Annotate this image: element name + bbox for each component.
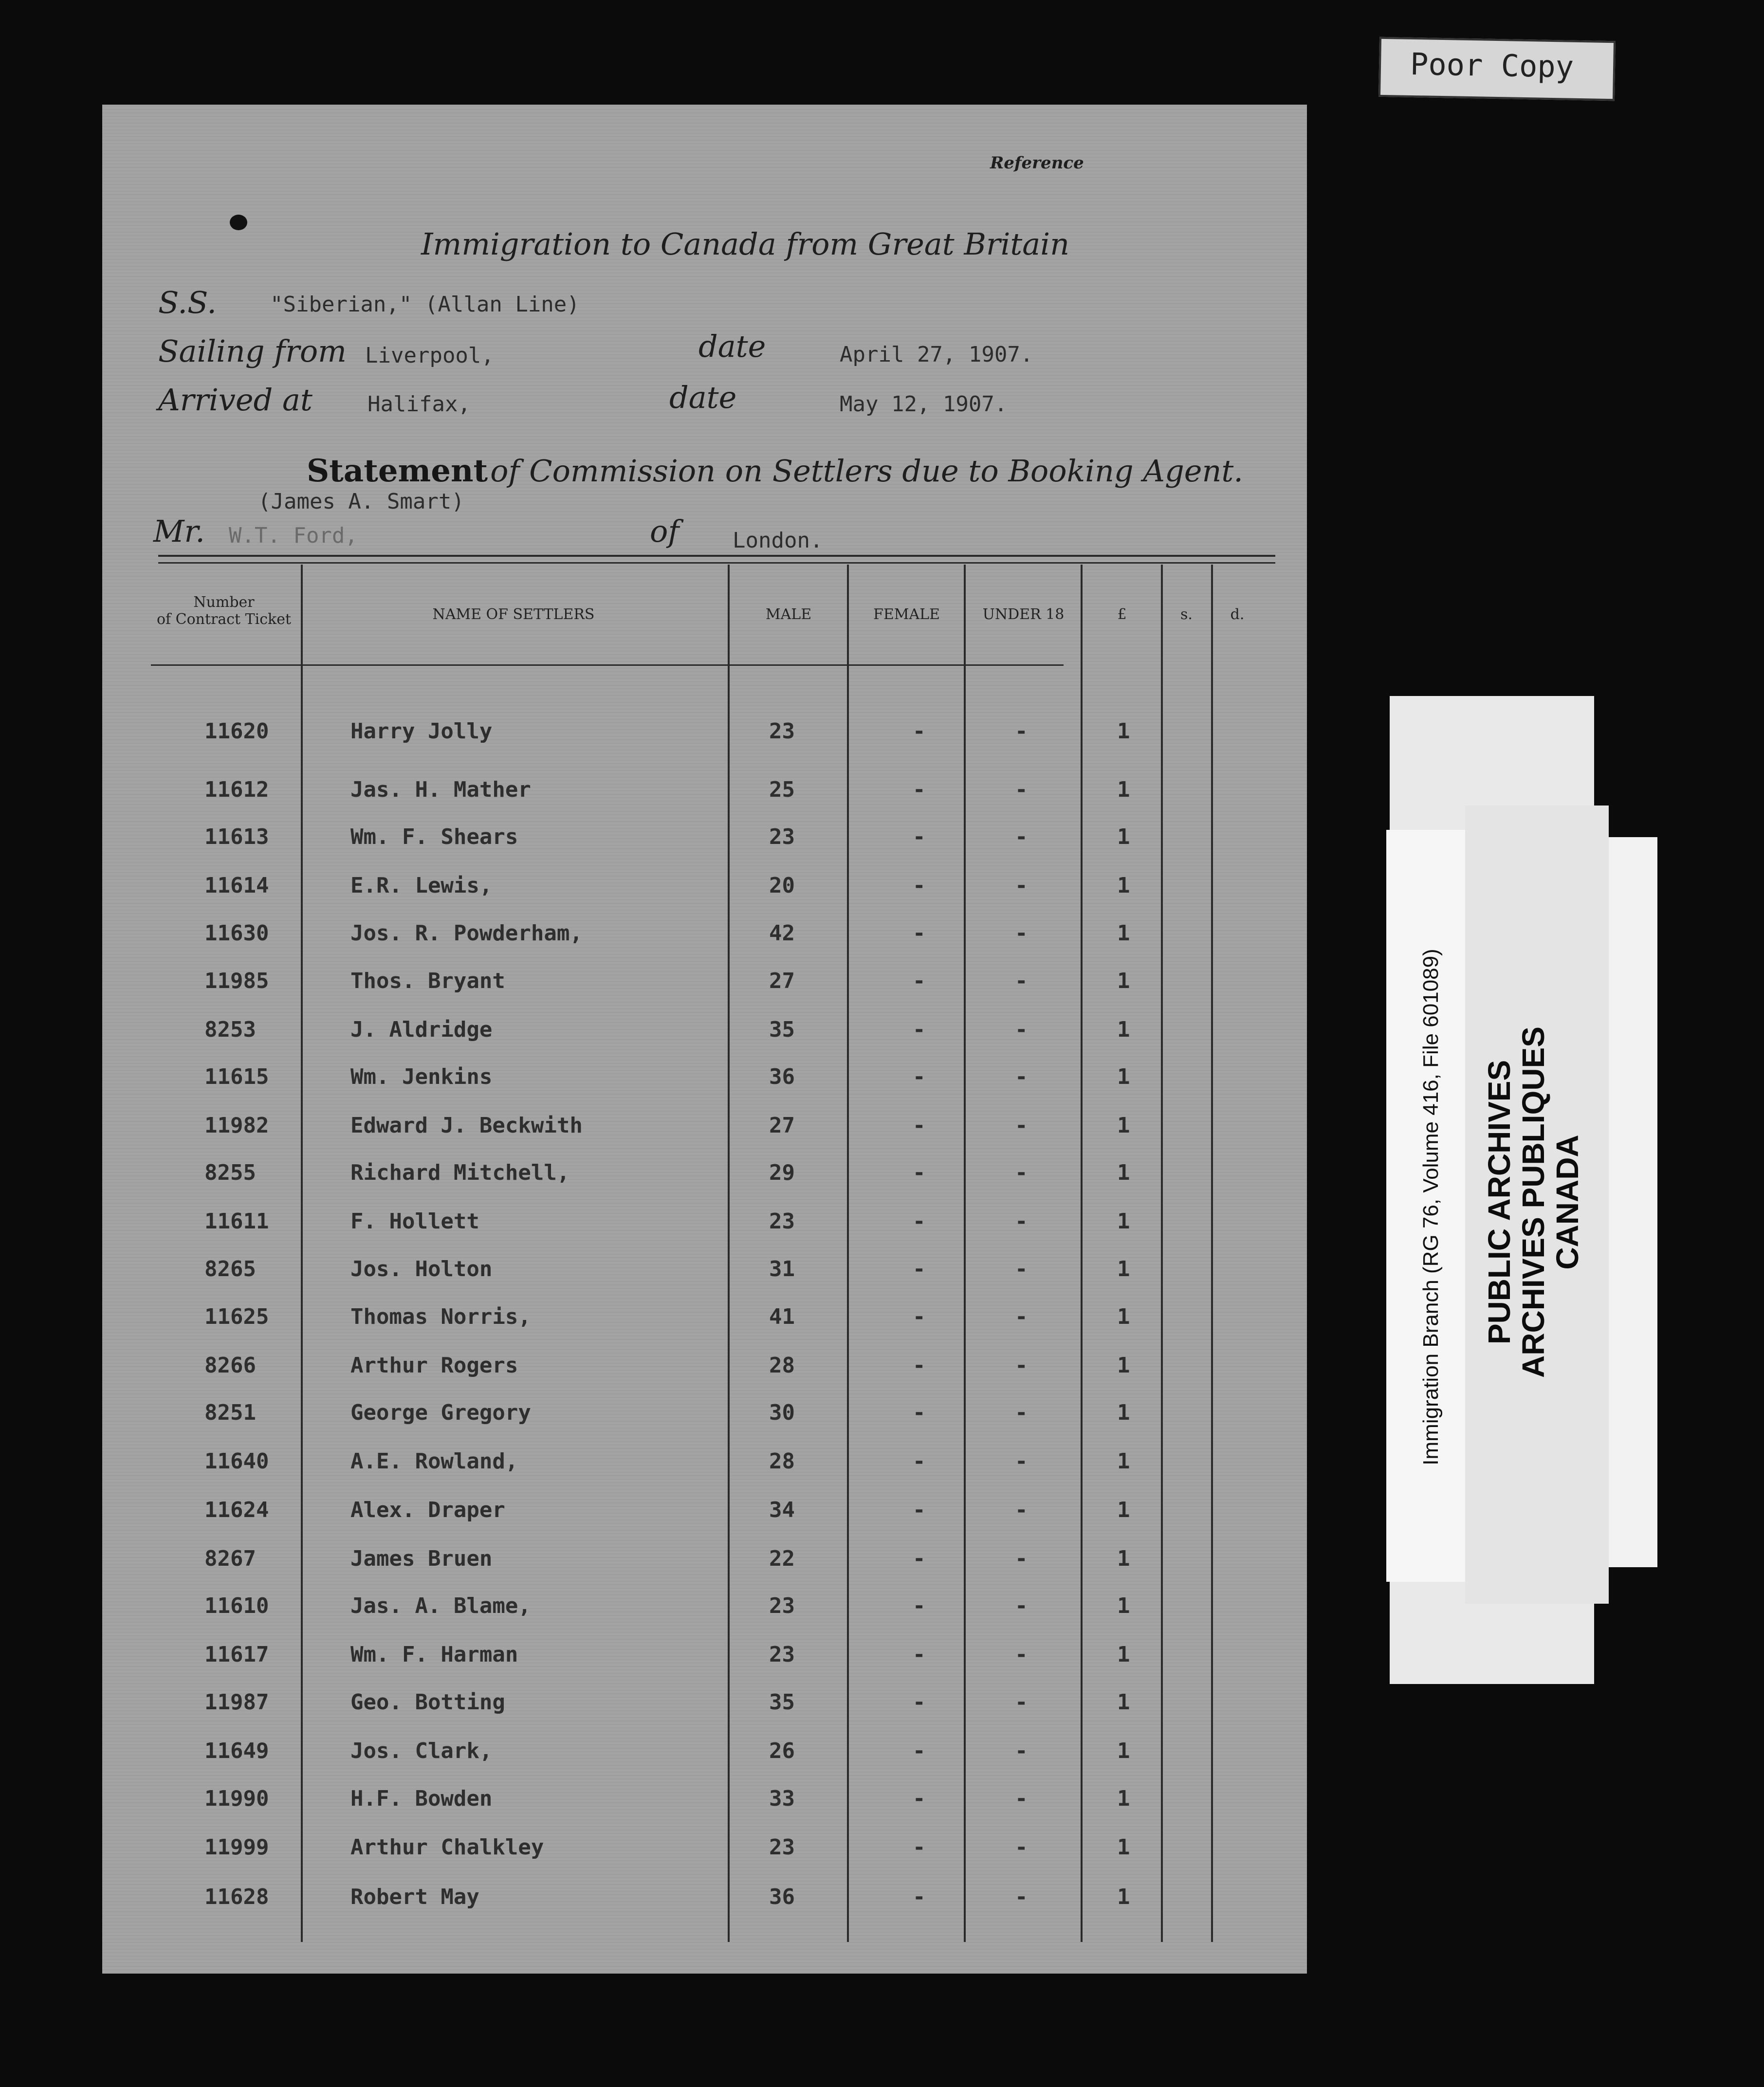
- ticket-number: 11614: [204, 873, 269, 898]
- pounds-value: 1: [1117, 1449, 1130, 1474]
- male-age: 30: [769, 1400, 795, 1425]
- pounds-value: 1: [1117, 1400, 1130, 1425]
- ticket-number: 11649: [204, 1739, 269, 1763]
- settler-name: Alex. Draper: [350, 1498, 505, 1522]
- under18-mark: -: [1015, 969, 1028, 993]
- male-age: 23: [769, 1835, 795, 1860]
- archive-stamp-line2: ARCHIVES PUBLIQUES: [1516, 1026, 1551, 1378]
- settler-name: Jos. Holton: [350, 1257, 493, 1281]
- female-mark: -: [913, 824, 926, 849]
- mr-label: Mr.: [153, 513, 205, 549]
- header-bottom-rule: [151, 664, 1064, 666]
- female-mark: -: [913, 1786, 926, 1811]
- ticket-number: 8265: [204, 1257, 256, 1281]
- settler-name: Edward J. Beckwith: [350, 1113, 583, 1138]
- ticket-number: 8266: [204, 1353, 256, 1378]
- under18-mark: -: [1015, 1017, 1028, 1042]
- col-rule-1: [301, 565, 303, 1942]
- archive-stamp-line1: PUBLIC ARCHIVES: [1482, 1060, 1517, 1345]
- settler-name: Geo. Botting: [350, 1690, 505, 1715]
- pounds-value: 1: [1117, 1642, 1130, 1667]
- table-top-rule-2: [158, 562, 1275, 564]
- female-mark: -: [913, 1209, 926, 1234]
- ticket-number: 8253: [204, 1017, 256, 1042]
- of-label: of: [650, 513, 680, 549]
- document-sheet: [102, 105, 1307, 1974]
- settler-name: Wm. Jenkins: [350, 1064, 493, 1089]
- ticket-number: 11613: [204, 824, 269, 849]
- female-mark: -: [913, 1353, 926, 1378]
- ticket-number: 11982: [204, 1113, 269, 1138]
- ticket-number: 11624: [204, 1498, 269, 1522]
- under18-mark: -: [1015, 824, 1028, 849]
- under18-mark: -: [1015, 873, 1028, 898]
- settler-name: Arthur Rogers: [350, 1353, 518, 1378]
- header-female: FEMALE: [873, 606, 940, 623]
- header-number-line2: of Contract Ticket: [156, 611, 292, 628]
- col-rule-6: [1161, 565, 1163, 1942]
- under18-mark: -: [1015, 1304, 1028, 1329]
- settler-name: Jas. H. Mather: [350, 777, 531, 802]
- male-age: 23: [769, 1642, 795, 1667]
- female-mark: -: [913, 1546, 926, 1571]
- header-pence: d.: [1230, 606, 1245, 623]
- sailing-date-label: date: [698, 329, 766, 364]
- pounds-value: 1: [1117, 1353, 1130, 1378]
- pounds-value: 1: [1117, 1546, 1130, 1571]
- under18-mark: -: [1015, 1739, 1028, 1763]
- pounds-value: 1: [1117, 1593, 1130, 1618]
- under18-mark: -: [1015, 1885, 1028, 1909]
- pounds-value: 1: [1117, 1064, 1130, 1089]
- under18-mark: -: [1015, 1546, 1028, 1571]
- pounds-value: 1: [1117, 1160, 1130, 1185]
- under18-mark: -: [1015, 719, 1028, 744]
- pounds-value: 1: [1117, 1835, 1130, 1860]
- pounds-value: 1: [1117, 1690, 1130, 1715]
- col-rule-7: [1211, 565, 1213, 1942]
- archive-source-text: Immigration Branch (RG 76, Volume 416, File 601089): [1419, 949, 1443, 1465]
- female-mark: -: [913, 873, 926, 898]
- pounds-value: 1: [1117, 873, 1130, 898]
- settler-name: Jos. Clark,: [350, 1739, 493, 1763]
- male-age: 22: [769, 1546, 795, 1571]
- under18-mark: -: [1015, 1690, 1028, 1715]
- under18-mark: -: [1015, 1353, 1028, 1378]
- male-age: 27: [769, 1113, 795, 1138]
- male-age: 29: [769, 1160, 795, 1185]
- settler-name: Harry Jolly: [350, 719, 493, 744]
- pounds-value: 1: [1117, 1209, 1130, 1234]
- settler-name: Thos. Bryant: [350, 969, 505, 993]
- pounds-value: 1: [1117, 1739, 1130, 1763]
- ticket-number: 11628: [204, 1885, 269, 1909]
- ship-name: "Siberian," (Allan Line): [270, 292, 580, 317]
- under18-mark: -: [1015, 1209, 1028, 1234]
- under18-mark: -: [1015, 1449, 1028, 1474]
- female-mark: -: [913, 1885, 926, 1909]
- pounds-value: 1: [1117, 1498, 1130, 1522]
- male-age: 36: [769, 1064, 795, 1089]
- header-pounds: £: [1117, 606, 1127, 623]
- under18-mark: -: [1015, 1400, 1028, 1425]
- ticket-number: 11985: [204, 969, 269, 993]
- statement-heading: [307, 453, 1243, 489]
- settler-name: Richard Mitchell,: [350, 1160, 570, 1185]
- pounds-value: 1: [1117, 1304, 1130, 1329]
- settler-name: Wm. F. Shears: [350, 824, 518, 849]
- male-age: 35: [769, 1017, 795, 1042]
- female-mark: -: [913, 969, 926, 993]
- female-mark: -: [913, 1017, 926, 1042]
- ticket-number: 11625: [204, 1304, 269, 1329]
- male-age: 31: [769, 1257, 795, 1281]
- arrived-date-label: date: [669, 380, 737, 415]
- pounds-value: 1: [1117, 1786, 1130, 1811]
- header-name: NAME OF SETTLERS: [432, 606, 595, 623]
- poor-copy-text: Poor Copy: [1410, 46, 1574, 85]
- settler-name: Jos. R. Powderham,: [350, 921, 583, 946]
- female-mark: -: [913, 719, 926, 744]
- ticket-number: 11610: [204, 1593, 269, 1618]
- under18-mark: -: [1015, 1835, 1028, 1860]
- ticket-number: 8255: [204, 1160, 256, 1185]
- male-age: 23: [769, 1209, 795, 1234]
- sailing-label: Sailing from: [158, 333, 347, 369]
- ink-blot: [230, 215, 247, 230]
- male-age: 28: [769, 1353, 795, 1378]
- female-mark: -: [913, 1498, 926, 1522]
- agent-name: W.T. Ford,: [229, 523, 358, 548]
- female-mark: -: [913, 1160, 926, 1185]
- header-male: MALE: [765, 606, 812, 623]
- ticket-number: 11615: [204, 1064, 269, 1089]
- pounds-value: 1: [1117, 777, 1130, 802]
- ticket-number: 11990: [204, 1786, 269, 1811]
- female-mark: -: [913, 777, 926, 802]
- male-age: 36: [769, 1885, 795, 1909]
- ticket-number: 11999: [204, 1835, 269, 1860]
- document-title: Immigration to Canada from Great Britain: [421, 226, 1070, 262]
- female-mark: -: [913, 1835, 926, 1860]
- female-mark: -: [913, 1642, 926, 1667]
- pounds-value: 1: [1117, 1885, 1130, 1909]
- col-rule-4: [964, 565, 966, 1942]
- pounds-value: 1: [1117, 719, 1130, 744]
- male-age: 28: [769, 1449, 795, 1474]
- male-age: 33: [769, 1786, 795, 1811]
- ticket-number: 11611: [204, 1209, 269, 1234]
- table-top-rule: [158, 555, 1275, 557]
- under18-mark: -: [1015, 1257, 1028, 1281]
- male-age: 42: [769, 921, 795, 946]
- reference-label: Reference: [990, 153, 1084, 173]
- col-rule-3: [847, 565, 849, 1942]
- ss-label: S.S.: [158, 285, 217, 320]
- agent-alt-name: (James A. Smart): [258, 489, 464, 514]
- female-mark: -: [913, 1064, 926, 1089]
- header-under18: UNDER 18: [982, 606, 1065, 623]
- col-rule-5: [1081, 565, 1083, 1942]
- settler-name: Robert May: [350, 1885, 479, 1909]
- under18-mark: -: [1015, 1786, 1028, 1811]
- female-mark: -: [913, 921, 926, 946]
- statement-word: Statement: [307, 453, 488, 489]
- archive-stamp: [1482, 1026, 1584, 1378]
- settler-name: F. Hollett: [350, 1209, 479, 1234]
- arrived-label: Arrived at: [158, 382, 312, 418]
- header-number: [151, 594, 297, 628]
- ticket-number: 11640: [204, 1449, 269, 1474]
- under18-mark: -: [1015, 921, 1028, 946]
- pounds-value: 1: [1117, 969, 1130, 993]
- pounds-value: 1: [1117, 1017, 1130, 1042]
- agent-city: London.: [733, 528, 823, 553]
- under18-mark: -: [1015, 1113, 1028, 1138]
- under18-mark: -: [1015, 1498, 1028, 1522]
- poor-copy-label: [1378, 37, 1616, 101]
- settler-name: George Gregory: [350, 1400, 531, 1425]
- pounds-value: 1: [1117, 921, 1130, 946]
- settler-name: J. Aldridge: [350, 1017, 493, 1042]
- male-age: 25: [769, 777, 795, 802]
- under18-mark: -: [1015, 1064, 1028, 1089]
- settler-name: A.E. Rowland,: [350, 1449, 518, 1474]
- sailing-port: Liverpool,: [365, 343, 494, 368]
- ticket-number: 11630: [204, 921, 269, 946]
- female-mark: -: [913, 1257, 926, 1281]
- settler-name: H.F. Bowden: [350, 1786, 493, 1811]
- ticket-number: 8251: [204, 1400, 256, 1425]
- settler-name: E.R. Lewis,: [350, 873, 493, 898]
- female-mark: -: [913, 1739, 926, 1763]
- ticket-number: 11612: [204, 777, 269, 802]
- female-mark: -: [913, 1449, 926, 1474]
- arrived-port: Halifax,: [368, 392, 471, 417]
- settler-name: Arthur Chalkley: [350, 1835, 544, 1860]
- header-shillings: s.: [1180, 606, 1193, 623]
- archive-stamp-line3: CANADA: [1550, 1135, 1585, 1270]
- under18-mark: -: [1015, 1642, 1028, 1667]
- pounds-value: 1: [1117, 1257, 1130, 1281]
- male-age: 23: [769, 719, 795, 744]
- under18-mark: -: [1015, 777, 1028, 802]
- arrived-date: May 12, 1907.: [840, 392, 1008, 417]
- statement-text: of Commission on Settlers due to Booking Agent.: [490, 453, 1244, 489]
- female-mark: -: [913, 1113, 926, 1138]
- female-mark: -: [913, 1690, 926, 1715]
- male-age: 23: [769, 824, 795, 849]
- settler-name: Wm. F. Harman: [350, 1642, 518, 1667]
- male-age: 41: [769, 1304, 795, 1329]
- header-number-line1: Number: [193, 594, 255, 611]
- pounds-value: 1: [1117, 824, 1130, 849]
- ticket-number: 11617: [204, 1642, 269, 1667]
- male-age: 35: [769, 1690, 795, 1715]
- under18-mark: -: [1015, 1160, 1028, 1185]
- female-mark: -: [913, 1304, 926, 1329]
- male-age: 27: [769, 969, 795, 993]
- ticket-number: 11987: [204, 1690, 269, 1715]
- sailing-date: April 27, 1907.: [840, 342, 1033, 367]
- female-mark: -: [913, 1593, 926, 1618]
- settler-name: James Bruen: [350, 1546, 493, 1571]
- under18-mark: -: [1015, 1593, 1028, 1618]
- male-age: 26: [769, 1739, 795, 1763]
- col-rule-2: [728, 565, 730, 1942]
- male-age: 20: [769, 873, 795, 898]
- settler-name: Thomas Norris,: [350, 1304, 531, 1329]
- female-mark: -: [913, 1400, 926, 1425]
- ticket-number: 8267: [204, 1546, 256, 1571]
- settler-name: Jas. A. Blame,: [350, 1593, 531, 1618]
- male-age: 34: [769, 1498, 795, 1522]
- ticket-number: 11620: [204, 719, 269, 744]
- male-age: 23: [769, 1593, 795, 1618]
- pounds-value: 1: [1117, 1113, 1130, 1138]
